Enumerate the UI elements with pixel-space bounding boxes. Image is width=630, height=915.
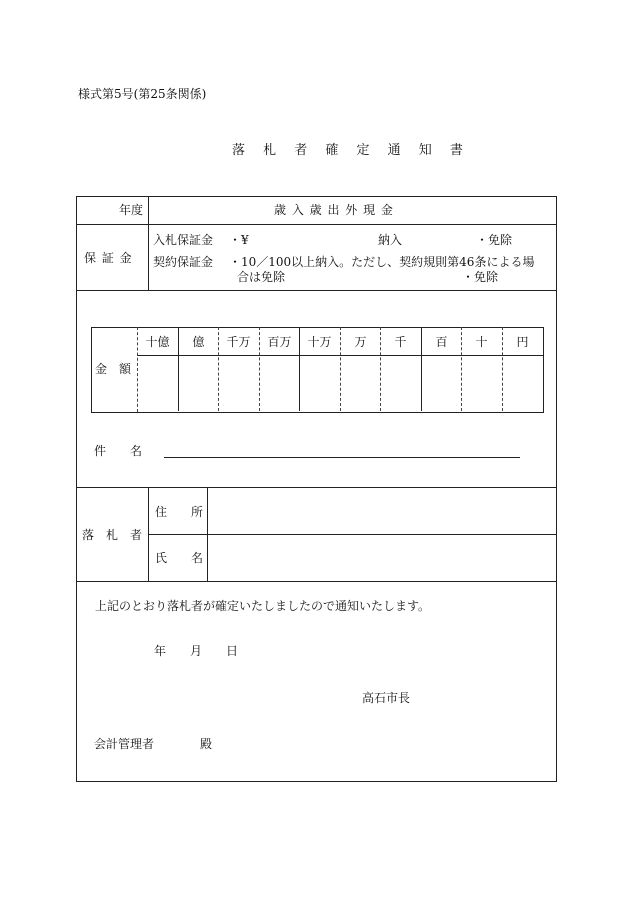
amount-unit-header: 万 <box>354 335 367 349</box>
row-divider <box>76 290 557 291</box>
name-label: 氏 名 <box>155 551 204 565</box>
row-divider <box>76 581 557 582</box>
amount-digit-cell[interactable] <box>421 355 462 411</box>
subject-label: 件 名 <box>94 444 143 458</box>
address-label: 住 所 <box>155 505 204 519</box>
amount-unit-header: 十億 <box>145 335 170 349</box>
amount-digit-cell[interactable] <box>299 355 340 411</box>
honorific: 殿 <box>200 737 213 751</box>
amount-unit-header: 億 <box>192 335 205 349</box>
amount-digit-cell[interactable] <box>259 355 300 411</box>
amount-unit-header: 円 <box>516 335 529 349</box>
bid-deposit-label: 入札保証金 <box>153 233 214 247</box>
form-number: 様式第5号(第25条関係) <box>78 87 207 101</box>
amount-unit-header: 千万 <box>226 335 251 349</box>
issuer: 高石市長 <box>362 691 411 705</box>
subject-input-line[interactable] <box>164 457 520 458</box>
amount-digit-cell[interactable] <box>461 355 502 411</box>
date-year: 年 <box>154 644 167 658</box>
date-month: 月 <box>190 644 203 658</box>
amount-digit-cell[interactable] <box>137 355 178 411</box>
contract-deposit-line2: 合は免除 <box>237 270 286 284</box>
amount-unit-header: 百万 <box>267 335 292 349</box>
bidder-label: 落 札 者 <box>82 528 143 542</box>
recipient: 会計管理者 <box>94 737 155 751</box>
date-day: 日 <box>226 644 239 658</box>
amount-label: 金 額 <box>95 362 132 376</box>
name-field[interactable] <box>208 535 555 580</box>
contract-deposit-line1: ・10／100以上納入。ただし、契約規則第46条による場 <box>229 255 535 269</box>
amount-unit-header: 十 <box>475 335 488 349</box>
amount-digit-cell[interactable] <box>218 355 259 411</box>
bid-deposit-paid: 納入 <box>378 233 403 247</box>
amount-unit-header: 百 <box>435 335 448 349</box>
amount-unit-header: 千 <box>394 335 407 349</box>
page-title: 落 札 者 確 定 通 知 書 <box>232 143 470 158</box>
deposit-label: 保 証 金 <box>84 251 133 265</box>
notice-text: 上記のとおり落札者が確定いたしましたので通知いたします。 <box>95 599 431 613</box>
amount-digit-cell[interactable] <box>502 355 543 411</box>
contract-deposit-exempt: ・免除 <box>462 270 499 284</box>
amount-digit-cell[interactable] <box>178 355 219 411</box>
row-divider <box>76 224 557 225</box>
amount-digit-cell[interactable] <box>340 355 381 411</box>
bid-deposit-amount: ・¥ <box>229 233 249 247</box>
contract-deposit-label: 契約保証金 <box>153 255 214 269</box>
amount-digit-cell[interactable] <box>380 355 421 411</box>
label-column-divider <box>148 196 149 290</box>
bid-deposit-exempt: ・免除 <box>476 233 513 247</box>
amount-unit-header: 十万 <box>307 335 332 349</box>
account-type: 歳 入 歳 出 外 現 金 <box>274 203 394 217</box>
address-field[interactable] <box>208 488 555 533</box>
fiscal-year-label: 年度 <box>119 203 144 217</box>
